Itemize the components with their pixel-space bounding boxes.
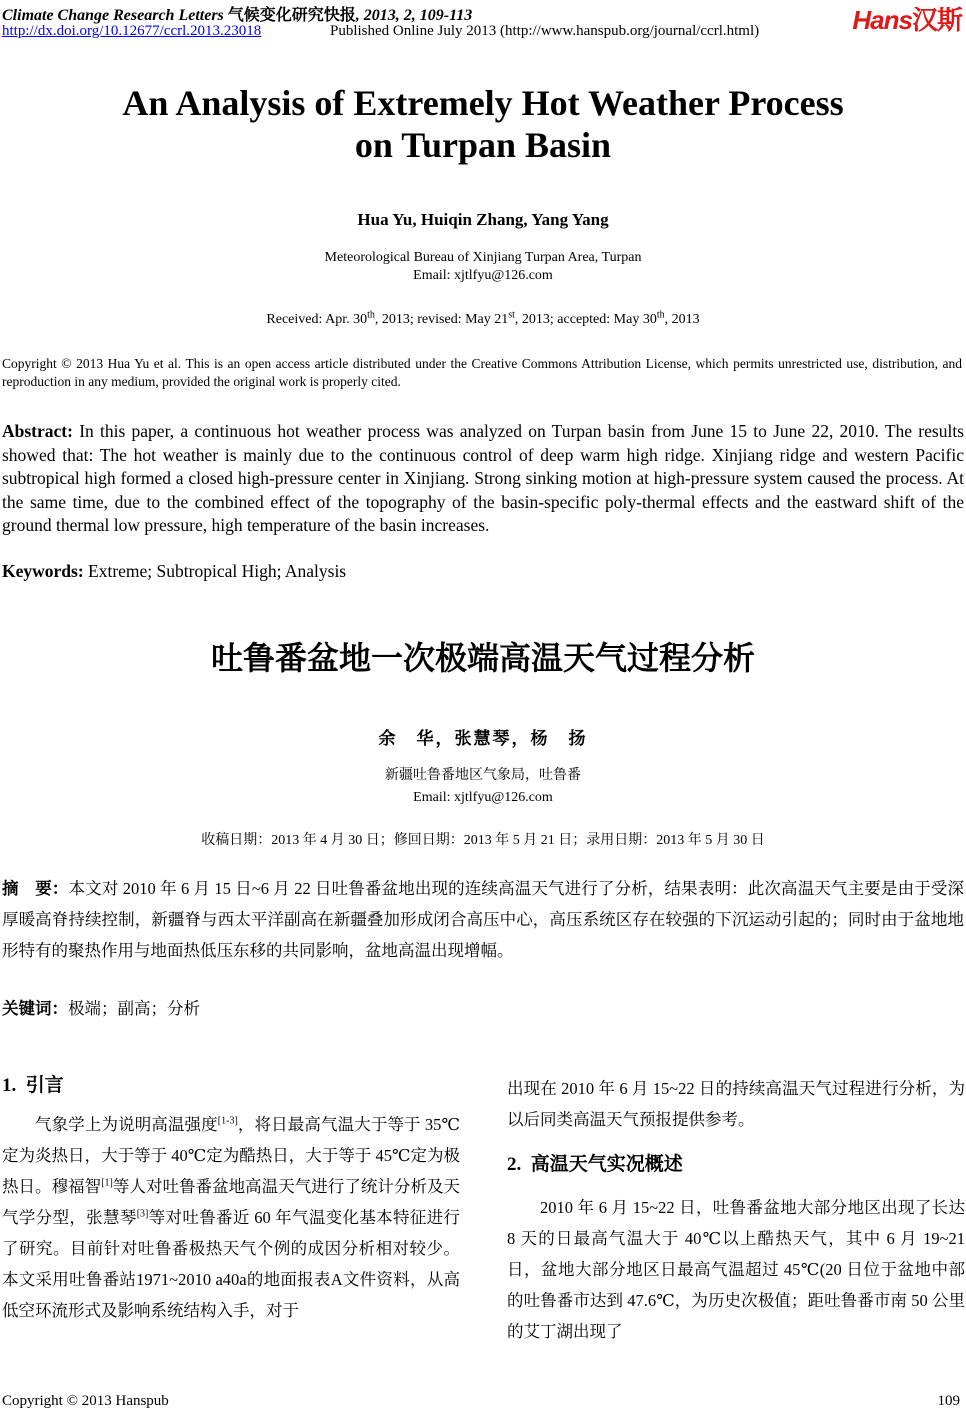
keywords-en [2,561,346,582]
section-title: 高温天气实况概述 [530,1153,683,1175]
email-cn: Email: xjtlfyu@126.com [413,790,553,805]
sup-st: st [508,309,515,321]
paper-title-cn: 吐鲁番盆地一次极端高温天气过程分析 [210,639,755,677]
abstract-en [2,420,964,538]
right-column [507,1073,965,1347]
continued-paragraph: 出现在 2010 年 6 月 15~22 日的持续高温天气过程进行分析，为以后同类高温天气预报提供参考。 [507,1079,965,1129]
abstract-cn-label: 摘 要： [2,879,69,898]
journal-header [2,2,472,25]
doi-link[interactable]: http://dx.doi.org/10.12677/ccrl.2013.23018 [2,23,262,39]
received-dates-cn: 收稿日期：2013 年 4 月 30 日；修回日期：2013 年 5 月 21 日；录用日期：2013 年 5 月 30 日 [201,833,765,848]
footer-copyright: Copyright © 2013 Hanspub [2,1393,169,1409]
section-1-heading [2,1070,460,1101]
keywords-cn-label: 关键词： [2,999,68,1018]
section-number: 1. [2,1075,17,1096]
hanspub-logo [852,0,962,37]
left-column [2,1070,460,1326]
section-2-heading [507,1149,965,1180]
text-run: 等人对吐鲁番盆地高温天气进行了统计分析及天气学分型，张慧琴 [2,1177,461,1227]
authors-en: Hua Yu, Huiqin Zhang, Yang Yang [357,210,609,229]
keywords-label: Keywords: [2,561,84,581]
affiliation-en: Meteorological Bureau of Xinjiang Turpan Area, Turpan [324,250,642,265]
affiliation-cn-block [0,765,966,809]
abstract-text: In this paper, a continuous hot weather process was analyzed on Turpan basin from June 15 to June 22, 2010. The results showed that: The hot weather is mainly due to the continuous control of deep warm high ridge. Xinjiang ridge and western Pacific subtropical high formed a closed high-pressure center in Xinjiang. Strong sinking motion at high-pressure system caused the process. At the same time, due to the combined effect of the topography of the basin-specific poly-thermal effects and the eastward shift of the ground thermal low pressure, high temperature of the basin increases. [2,421,964,535]
received-dates-en [0,309,966,328]
revised-text: , 2013; revised: May 21 [374,312,509,327]
email-en: Email: xjtlfyu@126.com [413,268,553,283]
section-2-paragraph: 2010 年 6 月 15~22 日，吐鲁番盆地大部分地区出现了长达 8 天的日最高气温大于 40℃以上酷热天气，其中 6 月 19~21 日，盆地大部分地区日最高气温超过 45℃(20 日位于盆地中部的吐鲁番市达到 47.6℃，为历史次极值；距吐鲁番市南 50 公里的艾丁湖出现了 [507,1198,965,1341]
logo-text-cn: 汉斯 [911,5,962,35]
accepted-text: , 2013; accepted: May 30 [514,312,657,327]
copyright-notice: Copyright © 2013 Hua Yu et al. This is an open access article distributed under the Creative Commons Attribution License, which permits unrestricted use, distribution, and reproduction in any medium, provided the original work is properly cited. [2,356,962,389]
title-line-1: An Analysis of Extremely Hot Weather Process [122,83,844,123]
sup-th: th [367,309,375,321]
keywords-text: Extreme; Subtropical High; Analysis [83,561,347,581]
abstract-cn [2,873,964,966]
journal-name-cn: 气候变化研究快报 [227,7,356,24]
keywords-cn [2,995,200,1019]
logo-text-en: Hans [852,5,912,35]
journal-name-en: Climate Change Research Letters [2,7,224,24]
sup-th: th [656,309,665,321]
published-online: Published Online July 2013 (http://www.hanspub.org/journal/ccrl.html) [330,23,760,39]
section-title: 引言 [25,1074,64,1096]
text-run: 等对吐鲁番近 60 年气温变化基本特征进行了研究。目前针对吐鲁番极热天气个例的成因分析相对较少。本文采用吐鲁番站1971~2010 a40a的地面报表A文件资料，从高低空环流形式及影响系统结构入手，对于 [2,1208,461,1320]
text-run: ，将日最高气温大于等于 35℃定为炎热日，大于等于 40℃定为酷热日，大于等于 45℃定为极热日。穆福智 [2,1115,460,1196]
paper-title [0,82,966,166]
text-run: 气象学上为说明高温强度 [35,1115,218,1134]
section-number: 2. [507,1154,522,1175]
keywords-cn-text: 极端；副高；分析 [68,999,200,1018]
citation: [3] [136,1208,149,1220]
authors-cn: 余 华，张慧琴，杨 扬 [378,729,588,748]
abstract-label: Abstract: [2,421,73,441]
volume-info: , 2013, 2, 109-113 [355,7,473,24]
doi-line [2,23,261,40]
received-text: Received: Apr. 30 [266,312,368,327]
citation: [1-3] [217,1115,238,1127]
affiliation-cn: 新疆吐鲁番地区气象局，吐鲁番 [385,768,581,783]
abstract-cn-text: 本文对 2010 年 6 月 15 日~6 月 22 日吐鲁番盆地出现的连续高温天气进行了分析，结果表明：此次高温天气主要是由于受深厚暖高脊持续控制，新疆脊与西太平洋副高在新疆叠加形成闭合高压中心，高压系统区存在较强的下沉运动引起的；同时由于盆地地形特有的聚热作用与地面热低压东移的共同影响，盆地高温出现增幅。 [2,879,965,960]
section-1-paragraph [2,1109,460,1326]
affiliation-en-block [0,249,966,285]
year-text: , 2013 [664,312,700,327]
citation: [1] [101,1177,113,1189]
title-line-2: on Turpan Basin [354,125,612,165]
page-number: 109 [937,1393,960,1409]
